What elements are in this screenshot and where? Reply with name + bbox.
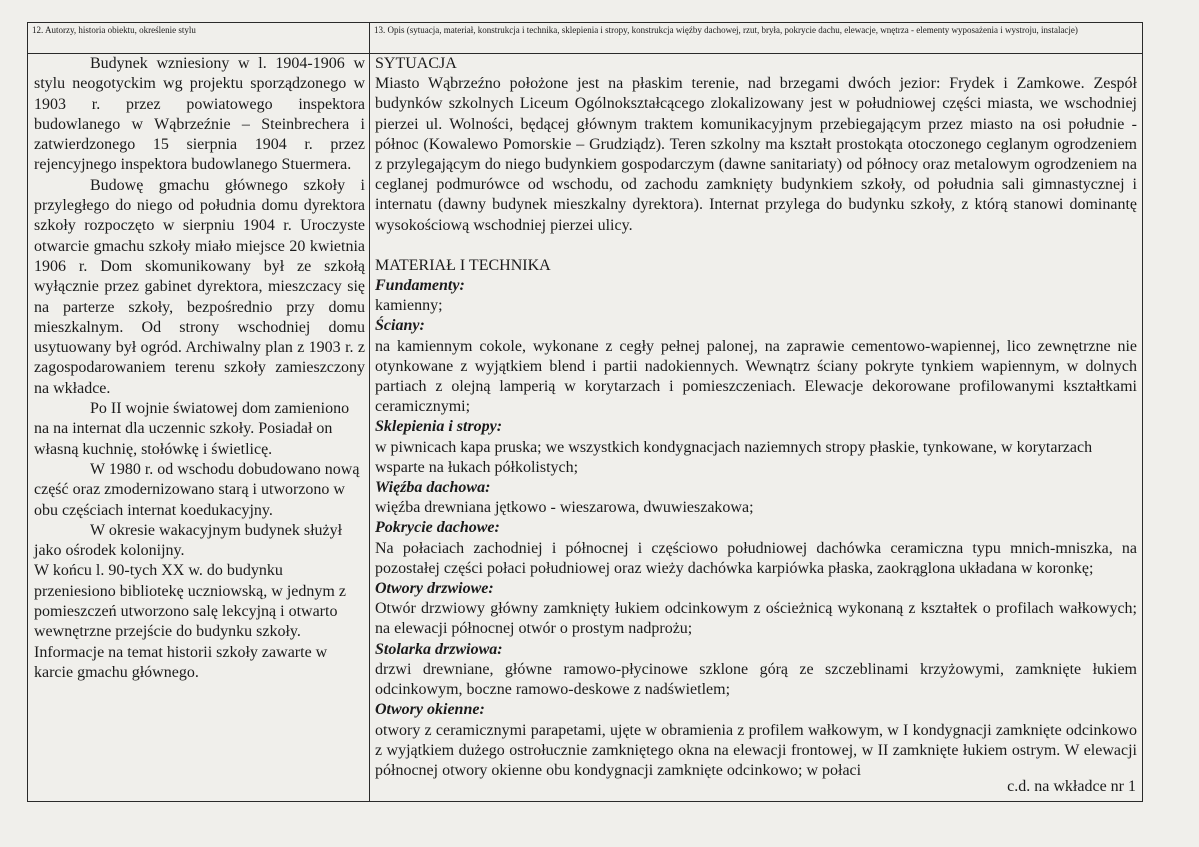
section-gap — [375, 236, 1137, 256]
label-sciany: Ściany: — [375, 317, 425, 335]
header-authors-history: 12. Autorzy, historia obiektu, określenie stylu — [28, 23, 370, 54]
label-otwory-drzwiowe: Otwory drzwiowe: — [375, 580, 494, 598]
header-description: 13. Opis (sytuacja, materiał, konstrukcja i technika, sklepienia i stropy, konstrukcja więźby dachowej, rzut, bryła, pokrycie dachu, elewacje, wnętrza - elementy wyposażenia i wystroju, instalacje) — [370, 23, 1143, 54]
history-paragraph-2: Budowę gmachu głównego szkoły i przyległego do niego od południa domu dyrektora szkoły rozpoczęto w sierpniu 1904 r. Uroczyste otwarcie gmachu szkoły miało miejsce 20 kwietnia 1906 r. Dom skomunikowany był ze szkołą wyłącznie przez gabinet dyrektora, mieszczacy się na parterze szkoły, bezpośrednio przy domu mieszkalnym. Od strony wschodniej domu usytuowany był ogród. Archiwalny plan z 1903 r. z zagospodarowaniem terenu szkoły zamieszczony na wkładce. — [34, 176, 365, 397]
history-cell — [28, 54, 370, 802]
record-card-table — [27, 22, 1143, 802]
text-sciany: na kamiennym cokole, wykonane z cegły pełnej palonej, na zaprawie cementowo-wapiennej, lico zewnętrzne nie otynkowane z wyjątkiem blend i partii nadokiennych. Wewnątrz ściany pokryte tynkiem wapiennym, w dolnych partiach z olejną lamperią w korytarzach i pomieszczeniach. Elewacje dekorowane profilowanymi kształtkami ceramicznymi; — [375, 337, 1137, 416]
text-pokrycie: Na połaciach zachodniej i północnej i częściowo południowej dachówka ceramiczna typu mnich-mniszka, na pozostałej części połaci południowej oraz wieży dachówka karpiówka płaska, zaokrąglona układana w koronkę; — [375, 539, 1137, 577]
label-sklepienia: Sklepienia i stropy: — [375, 418, 503, 436]
text-otwory-drzwiowe: Otwór drzwiowy główny zamknięty łukiem odcinkowym z ościeżnicą wykonaną z kształtek o profilach wałkowych; na elewacji północnej otwór o prostym nadprożu; — [375, 600, 1137, 638]
history-text — [28, 54, 369, 683]
history-paragraph-6: W końcu l. 90-tych XX w. do budynku przeniesiono bibliotekę uczniowską, w jednym z pomieszczeń utworzono salę lekcyjną i otwarto wewnętrzne przejście do budynku szkoły. — [34, 562, 346, 641]
label-stolarka: Stolarka drzwiowa: — [375, 640, 503, 658]
text-stolarka: drzwi drewniane, główne ramowo-płycinowe szklone górą ze szczeblinami krzyżowymi, zamknięte łukiem odcinkowym, boczne ramowo-deskowe z nadświetlem; — [375, 660, 1137, 699]
description-text — [370, 54, 1142, 781]
text-fundamenty: kamienny; — [375, 297, 443, 315]
continued-note: c.d. na wkładce nr 1 — [1007, 778, 1136, 795]
text-wiezba: więźba drewniana jętkowo - wieszarowa, dwuwieszakowa; — [375, 499, 754, 517]
history-paragraph-5: W okresie wakacyjnym budynek służył jako ośrodek kolonijny. — [34, 521, 343, 560]
label-otwory-okienne: Otwory okienne: — [375, 701, 485, 719]
history-paragraph-4: W 1980 r. od wschodu dobudowano nową część oraz zmodernizowano starą i utworzono w obu częściach internat koedukacyjny. — [34, 460, 360, 519]
history-paragraph-7: Informacje na temat historii szkoły zawarte w karcie gmachu głównego. — [34, 643, 328, 681]
label-pokrycie: Pokrycie dachowe: — [375, 519, 500, 537]
history-paragraph-3: Po II wojnie światowej dom zamieniono na na internat dla uczennic szkoły. Posiadał on własną kuchnię, stołówkę i świetlicę. — [34, 400, 350, 458]
history-paragraph-1: Budynek wzniesiony w l. 1904-1906 w stylu neogotyckim wg projektu sporządzonego w 1903 r. przez powiatowego inspektora budowlanego w Wąbrzeźnie – Steinbrechera i zatwierdzonego 15 sierpnia 1904 r. przez rejencyjnego inspektora budowlanego Stuermera. — [34, 55, 365, 174]
sytuacja-text: Miasto Wąbrzeźno położone jest na płaskim terenie, nad brzegami dwóch jezior: Frydek i Zamkowe. Zespół budynków szkolnych Liceum Ogólnokształcącego zlokalizowany jest w południowej części miasta, we wschodniej pierzei ul. Wolności, będącej głównym traktem komunikacyjnym przebiegającym przez miasto na osi południe - północ (Kowalewo Pomorskie – Grudziądz). Teren szkolny ma kształt prostokąta otoczonego ceglanym ogrodzeniem z przylegającym do niego budynkiem gospodarczym (dawne sanitariaty) od północy oraz metalowym ogrodzeniem na ceglanej podmurówce od wschodu, od zachodu zamknięty budynkiem szkoły, od południa sali gimnastycznej i internatu (dawny budynek mieszkalny dyrektora). Internat przylega do budynku szkoły, z którą stanowi dominantę wysokościową wschodniej pierzei ulicy. — [375, 75, 1137, 234]
section-title-sytuacja: SYTUACJA — [375, 55, 457, 72]
description-cell — [370, 54, 1143, 802]
label-fundamenty: Fundamenty: — [375, 277, 465, 295]
header-row — [28, 23, 1143, 54]
text-sklepienia: w piwnicach kapa pruska; we wszystkich kondygnacjach naziemnych stropy płaskie, tynkowane, w korytarzach wsparte na łukach półkolistych; — [375, 438, 1093, 476]
text-otwory-okienne: otwory z ceramicznymi parapetami, ujęte w obramienia z profilem wałkowym, w I kondygnacji zamknięte odcinkowo z wyjątkiem dużego ostrołucznie zamkniętego okna na elewacji frontowej, w II zamknięte łukiem ostrym. W elewacji północnej otwory okienne obu kondygnacji zamknięte odcinkowo; w połaci — [375, 721, 1137, 779]
content-row — [28, 54, 1143, 802]
label-wiezba: Więźba dachowa: — [375, 479, 491, 497]
section-title-material: MATERIAŁ I TECHNIKA — [375, 256, 551, 274]
